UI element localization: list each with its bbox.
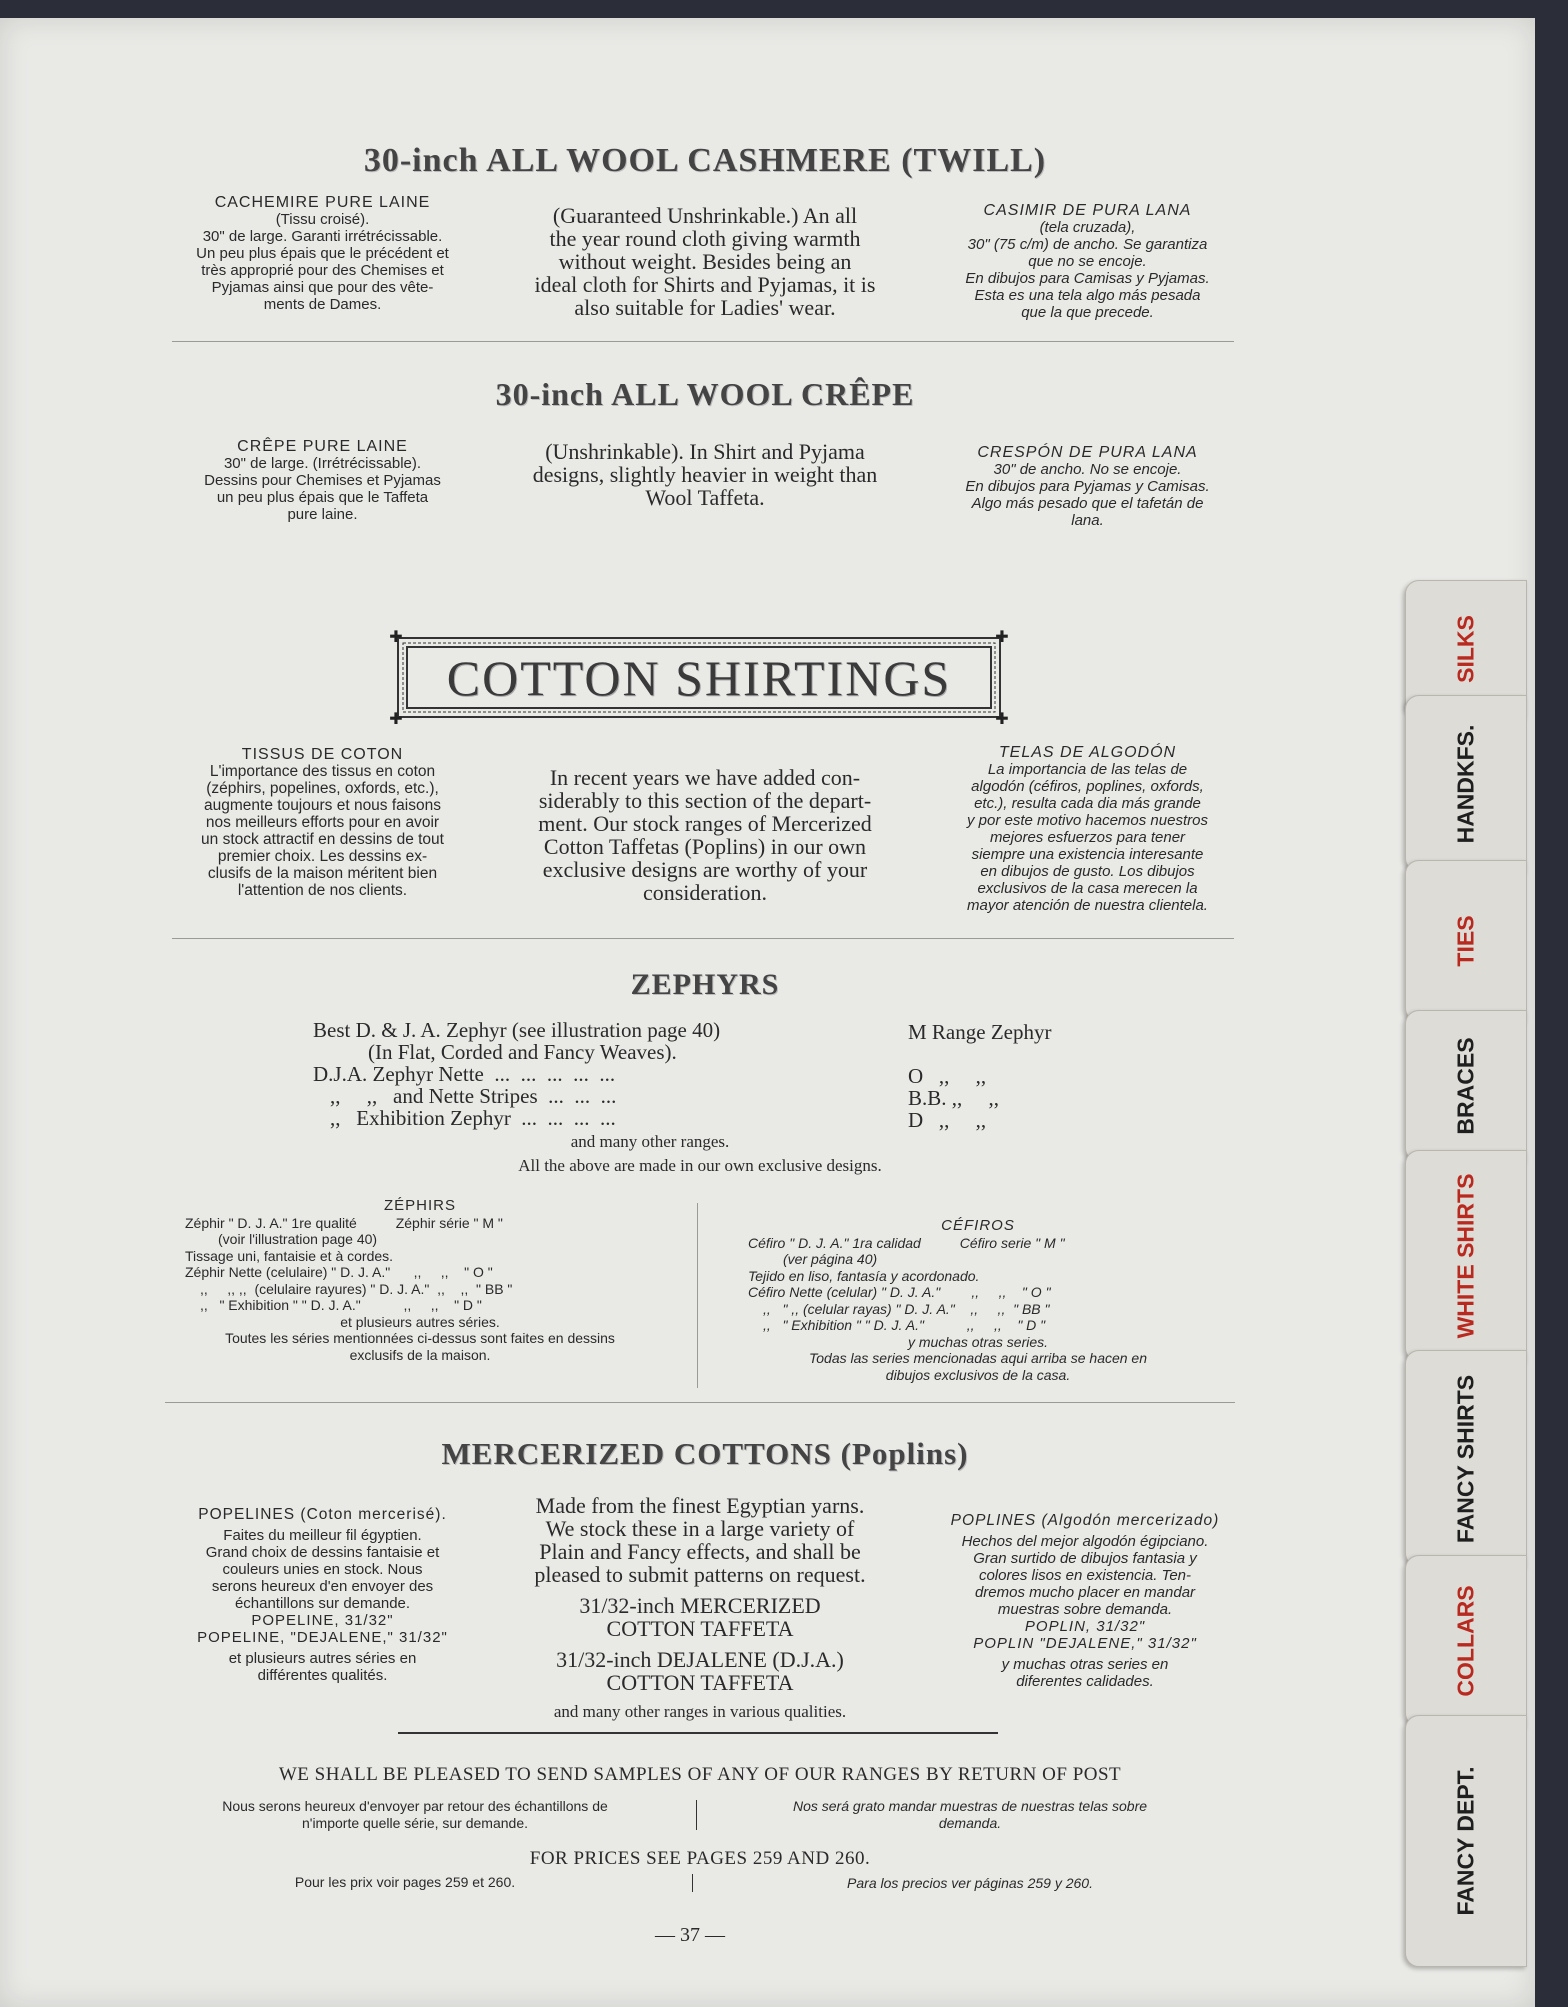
zephyr-row-range: O ,, ,, xyxy=(908,1064,987,1088)
text-line: ,, ,, ,, (celulaire rayures) " D. J. A." ,, ,, " BB " xyxy=(200,1280,513,1297)
crepe-french xyxy=(160,438,485,523)
text-line: 30" de ancho. No se encoje. xyxy=(993,461,1182,478)
zephyr-row: Best D. & J. A. Zephyr (see illustration page 40) xyxy=(313,1018,721,1042)
page-number: — 37 — xyxy=(655,1924,725,1946)
mercerized-title: MERCERIZED COTTONS (Poplins) xyxy=(441,1436,969,1471)
zephyrs-french-heading: ZÉPHIRS xyxy=(383,1197,456,1214)
text-line: y por este motivo hacemos nuestros xyxy=(967,812,1208,829)
zephyrs-many: and many other ranges. xyxy=(570,1132,730,1151)
tab-label: TIES xyxy=(1452,915,1479,967)
cotton-spanish xyxy=(925,744,1250,914)
text-line: Plain and Fancy effects, and shall be xyxy=(539,1539,861,1564)
text-line: muestras sobre demanda. xyxy=(997,1601,1173,1618)
text-line: Dessins pour Chemises et Pyjamas xyxy=(204,472,441,489)
zephyr-row-range: D ,, ,, xyxy=(908,1108,987,1132)
svg-text:✚: ✚ xyxy=(389,711,403,725)
text-line: etc.), resulta cada dia más grande xyxy=(974,795,1201,812)
samples-french xyxy=(155,1798,675,1832)
zephyr-row: D.J.A. Zephyr Nette ... ... ... ... ... xyxy=(313,1062,616,1086)
text-line: (tela cruzada), xyxy=(1039,219,1136,236)
crepe-title: 30-inch ALL WOOL CRÊPE xyxy=(495,376,915,412)
tab-white-shirts[interactable] xyxy=(1405,1150,1527,1362)
column-divider xyxy=(692,1874,693,1892)
mercerized-spanish-heading: POPLINES (Algodón mercerizado) xyxy=(950,1512,1220,1529)
text-line: Céfiro " D. J. A." 1ra calidad Céfiro serie " M " xyxy=(748,1234,1065,1251)
zephyr-row: (In Flat, Corded and Fancy Weaves). xyxy=(368,1040,677,1064)
cashmere-spanish xyxy=(925,202,1250,321)
text-line: différentes qualités. xyxy=(257,1667,388,1684)
text-line: designs, slightly heavier in weight than xyxy=(532,462,878,487)
thumb-index-tabs xyxy=(1405,580,1568,2000)
cashmere-french xyxy=(160,194,485,313)
text-line: Algo más pesado que el tafetán de xyxy=(971,495,1204,512)
text-line: demanda. xyxy=(938,1815,1002,1831)
text-line: siderably to this section of the depart- xyxy=(538,788,872,813)
tab-label: FANCY DEPT. xyxy=(1452,1766,1479,1916)
cashmere-title: 30-inch ALL WOOL CASHMERE (TWILL) xyxy=(363,142,1047,179)
text-line: Céfiro Nette (celular) " D. J. A." ,, ,, " O " xyxy=(748,1284,1051,1300)
text-line: l'attention de nos clients. xyxy=(237,882,408,899)
text-line: Cotton Taffetas (Poplins) in our own xyxy=(543,834,867,859)
mercerized-french-heading: POPELINES (Coton mercerisé). xyxy=(198,1506,447,1523)
crepe-french-heading: CRÊPE PURE LAINE xyxy=(237,438,408,455)
svg-text:✚: ✚ xyxy=(389,630,403,646)
text-line: ,, " ,, (celular rayas) " D. J. A." ,, ,, " BB " xyxy=(763,1300,1050,1317)
tab-ties[interactable] xyxy=(1405,860,1527,1022)
text-line: ideal cloth for Shirts and Pyjamas, it is xyxy=(534,272,876,297)
product-line: 31/32-inch DEJALENE (D.J.A.) xyxy=(556,1647,844,1672)
text-line: POPLIN "DEJALENE," 31/32" xyxy=(973,1635,1197,1652)
tab-label: COLLARS xyxy=(1452,1585,1479,1697)
text-line: consideration. xyxy=(642,880,768,905)
tab-collars[interactable] xyxy=(1405,1555,1527,1727)
tab-label: FANCY SHIRTS xyxy=(1452,1374,1479,1543)
text-line: échantillons sur demande. xyxy=(234,1595,411,1612)
mercerized-french xyxy=(160,1506,485,1684)
mercerized-english xyxy=(485,1494,915,1723)
text-line: mayor atención de nuestra clientela. xyxy=(967,897,1208,914)
text-line: couleurs unies en stock. Nous xyxy=(222,1561,423,1578)
text-line: POPELINE, "DEJALENE," 31/32" xyxy=(197,1629,448,1646)
text-line: mejores esfuerzos para tener xyxy=(989,829,1186,846)
tab-label: BRACES xyxy=(1452,1037,1479,1135)
text-line: 30" de large. Garanti irrétrécissable. xyxy=(202,228,443,245)
text-line: un stock attractif en dessins de tout xyxy=(201,831,444,848)
column-divider xyxy=(696,1800,697,1830)
product-line: COTTON TAFFETA xyxy=(606,1616,794,1641)
text-line: serons heureux d'en envoyer des xyxy=(211,1578,434,1595)
text-line: POPELINE, 31/32" xyxy=(251,1612,394,1629)
product-line: 31/32-inch MERCERIZED xyxy=(579,1593,821,1618)
zephyrs-spanish-heading: CÉFIROS xyxy=(941,1217,1015,1234)
text-line: nos meilleurs efforts pour en avoir xyxy=(205,814,440,831)
cotton-french xyxy=(160,746,485,899)
tab-braces[interactable] xyxy=(1405,1010,1527,1162)
prices-notice: FOR PRICES SEE PAGES 259 AND 260. xyxy=(529,1848,871,1869)
text-line: exclusifs de la maison. xyxy=(349,1346,491,1363)
zephyrs-french xyxy=(160,1198,680,1363)
svg-text:✚: ✚ xyxy=(995,630,1009,646)
footer-rule xyxy=(398,1732,998,1734)
text-line: y muchas otras series. xyxy=(907,1333,1049,1350)
cotton-shirtings-title: COTTON SHIRTINGS xyxy=(446,650,952,706)
mercerized-spanish xyxy=(920,1512,1250,1690)
text-line: y muchas otras series en xyxy=(1001,1656,1169,1673)
text-line: que la que precede. xyxy=(1021,304,1154,321)
text-line: un peu plus épais que le Taffeta xyxy=(216,489,429,506)
samples-spanish xyxy=(725,1798,1215,1832)
crepe-english xyxy=(495,440,915,509)
text-line: clusifs de la maison méritent bien xyxy=(207,865,438,882)
text-line: (voir l'illustration page 40) xyxy=(218,1231,378,1247)
zephyr-row-range: B.B. ,, ,, xyxy=(908,1086,1000,1110)
cotton-french-heading: TISSUS DE COTON xyxy=(241,746,404,763)
product-line: COTTON TAFFETA xyxy=(606,1670,794,1695)
text-line: and many other ranges in various qualities. xyxy=(553,1702,847,1721)
text-line: En dibujos para Pyjamas y Camisas. xyxy=(965,478,1210,495)
text-line: 30" de large. (Irrétrécissable). xyxy=(223,455,422,472)
text-line: Grand choix de dessins fantaisie et xyxy=(205,1544,440,1561)
zephyrs-exclusive: All the above are made in our own exclusive designs. xyxy=(518,1156,882,1175)
prices-spanish: Para los precios ver páginas 259 y 260. xyxy=(847,1875,1093,1891)
text-line: POPLIN, 31/32" xyxy=(1024,1618,1146,1635)
text-line: (Unshrinkable). In Shirt and Pyjama xyxy=(545,439,865,464)
text-line: (zéphirs, popelines, oxfords, etc.), xyxy=(206,780,439,797)
text-line: Nos será grato mandar muestras de nuestras telas sobre xyxy=(792,1798,1148,1814)
text-line: ,, " Exhibition " " D. J. A." ,, ,, " D " xyxy=(763,1317,1046,1333)
text-line: Nous serons heureux d'envoyer par retour des échantillons de xyxy=(222,1798,608,1814)
text-line: pleased to submit patterns on request. xyxy=(534,1562,866,1587)
crepe-spanish xyxy=(925,444,1250,529)
zephyr-row: ,, ,, and Nette Stripes ... ... ... xyxy=(330,1084,617,1108)
text-line: premier choix. Les dessins ex- xyxy=(217,848,428,865)
text-line: diferentes calidades. xyxy=(1016,1673,1154,1690)
cashmere-english xyxy=(495,204,915,319)
text-line: Un peu plus épais que le précédent et xyxy=(196,245,449,262)
text-line: Tissage uni, fantaisie et à cordes. xyxy=(185,1247,394,1264)
text-line: exclusivos de la casa merecen la xyxy=(977,880,1198,897)
text-line: 30" (75 c/m) de ancho. Se garantiza xyxy=(967,236,1208,253)
text-line: algodón (céfiros, poplines, oxfords, xyxy=(971,778,1204,795)
text-line: En dibujos para Camisas y Pyjamas. xyxy=(965,270,1210,287)
text-line: siempre una existencia interesante xyxy=(971,846,1204,863)
text-line: Todas las series mencionadas aqui arriba se hacen en xyxy=(808,1350,1148,1366)
divider xyxy=(165,1402,1235,1403)
text-line: without weight. Besides being an xyxy=(558,249,852,274)
zephyr-row: ,, Exhibition Zephyr ... ... ... ... xyxy=(330,1106,616,1130)
text-line: In recent years we have added con- xyxy=(549,765,861,790)
text-line: the year round cloth giving warmth xyxy=(549,226,861,251)
column-divider xyxy=(697,1203,698,1388)
text-line: lana. xyxy=(1071,512,1104,529)
text-line: Hechos del mejor algodón égipciano. xyxy=(961,1533,1209,1550)
tab-label: SILKS xyxy=(1452,614,1479,683)
tab-fancy-shirts[interactable] xyxy=(1405,1350,1527,1567)
text-line: en dibujos de gusto. Los dibujos xyxy=(980,863,1195,880)
text-line: L'importance des tissus en coton xyxy=(209,763,436,780)
samples-notice: WE SHALL BE PLEASED TO SEND SAMPLES OF ANY OF OUR RANGES BY RETURN OF POST xyxy=(278,1764,1122,1785)
text-line: exclusive designs are worthy of your xyxy=(542,857,868,882)
text-line: Pyjamas ainsi que pour des vête- xyxy=(211,279,434,296)
cotton-english xyxy=(495,766,915,904)
tab-fancy-dept[interactable] xyxy=(1405,1715,1527,1967)
text-line: (Tissu croisé). xyxy=(275,211,370,228)
text-line: n'importe quelle série, sur demande. xyxy=(301,1815,529,1831)
text-line: dibujos exclusivos de la casa. xyxy=(885,1366,1071,1383)
text-line: Tejido en liso, fantasía y acordonado. xyxy=(748,1267,980,1284)
svg-text:✚: ✚ xyxy=(995,711,1009,725)
tab-handkfs[interactable] xyxy=(1405,695,1527,872)
text-line: pure laine. xyxy=(287,506,358,523)
tab-label: HANDKFS. xyxy=(1452,724,1479,843)
zephyr-row-range: M Range Zephyr xyxy=(908,1020,1052,1044)
divider xyxy=(172,341,1234,342)
zephyrs-spanish xyxy=(718,1218,1238,1383)
text-line: (ver página 40) xyxy=(783,1251,878,1267)
text-line: ,, " Exhibition " " D. J. A." ,, ,, " D " xyxy=(200,1297,482,1313)
text-line: Esta es una tela algo más pesada xyxy=(974,287,1201,304)
text-line: ments de Dames. xyxy=(263,296,382,313)
text-line: et plusieurs autres séries en xyxy=(228,1650,417,1667)
prices-french: Pour les prix voir pages 259 et 260. xyxy=(294,1874,516,1890)
cashmere-spanish-heading: CASIMIR DE PURA LANA xyxy=(983,202,1192,219)
text-line: We stock these in a large variety of xyxy=(545,1516,855,1541)
text-line: Faites du meilleur fil égyptien. xyxy=(223,1527,422,1544)
text-line: dremos mucho placer en mandar xyxy=(974,1584,1196,1601)
text-line: Wool Taffeta. xyxy=(645,485,765,510)
cotton-shirtings-banner xyxy=(388,630,1010,725)
text-line: Toutes les séries mentionnées ci-dessus sont faites en dessins xyxy=(225,1330,615,1346)
text-line: (Guaranteed Unshrinkable.) An all xyxy=(552,203,858,228)
text-line: que no se encoje. xyxy=(1028,253,1147,270)
text-line: ment. Our stock ranges of Mercerized xyxy=(538,811,872,836)
cotton-spanish-heading: TELAS DE ALGODÓN xyxy=(998,744,1177,761)
catalogue-page xyxy=(0,18,1535,2007)
text-line: Gran surtido de dibujos fantasia y xyxy=(973,1550,1197,1567)
text-line: colores lisos en existencia. Ten- xyxy=(978,1567,1192,1584)
text-line: augmente toujours et nous faisons xyxy=(204,797,441,814)
text-line: et plusieurs autres séries. xyxy=(340,1313,500,1330)
cashmere-french-heading: CACHEMIRE PURE LAINE xyxy=(214,194,431,211)
text-line: Zéphir Nette (celulaire) " D. J. A." ,, ,, " O " xyxy=(185,1264,493,1280)
text-line: Made from the finest Egyptian yarns. xyxy=(535,1493,865,1518)
text-line: Zéphir " D. J. A." 1re qualité Zéphir série " M " xyxy=(185,1214,503,1231)
text-line: La importancia de las telas de xyxy=(987,761,1188,778)
tab-label: WHITE SHIRTS xyxy=(1452,1173,1479,1339)
zephyrs-title: ZEPHYRS xyxy=(630,968,780,1001)
crepe-spanish-heading: CRESPÓN DE PURA LANA xyxy=(977,444,1198,461)
divider xyxy=(172,938,1234,939)
text-line: also suitable for Ladies' wear. xyxy=(574,295,836,320)
text-line: très approprié pour des Chemises et xyxy=(201,262,444,279)
